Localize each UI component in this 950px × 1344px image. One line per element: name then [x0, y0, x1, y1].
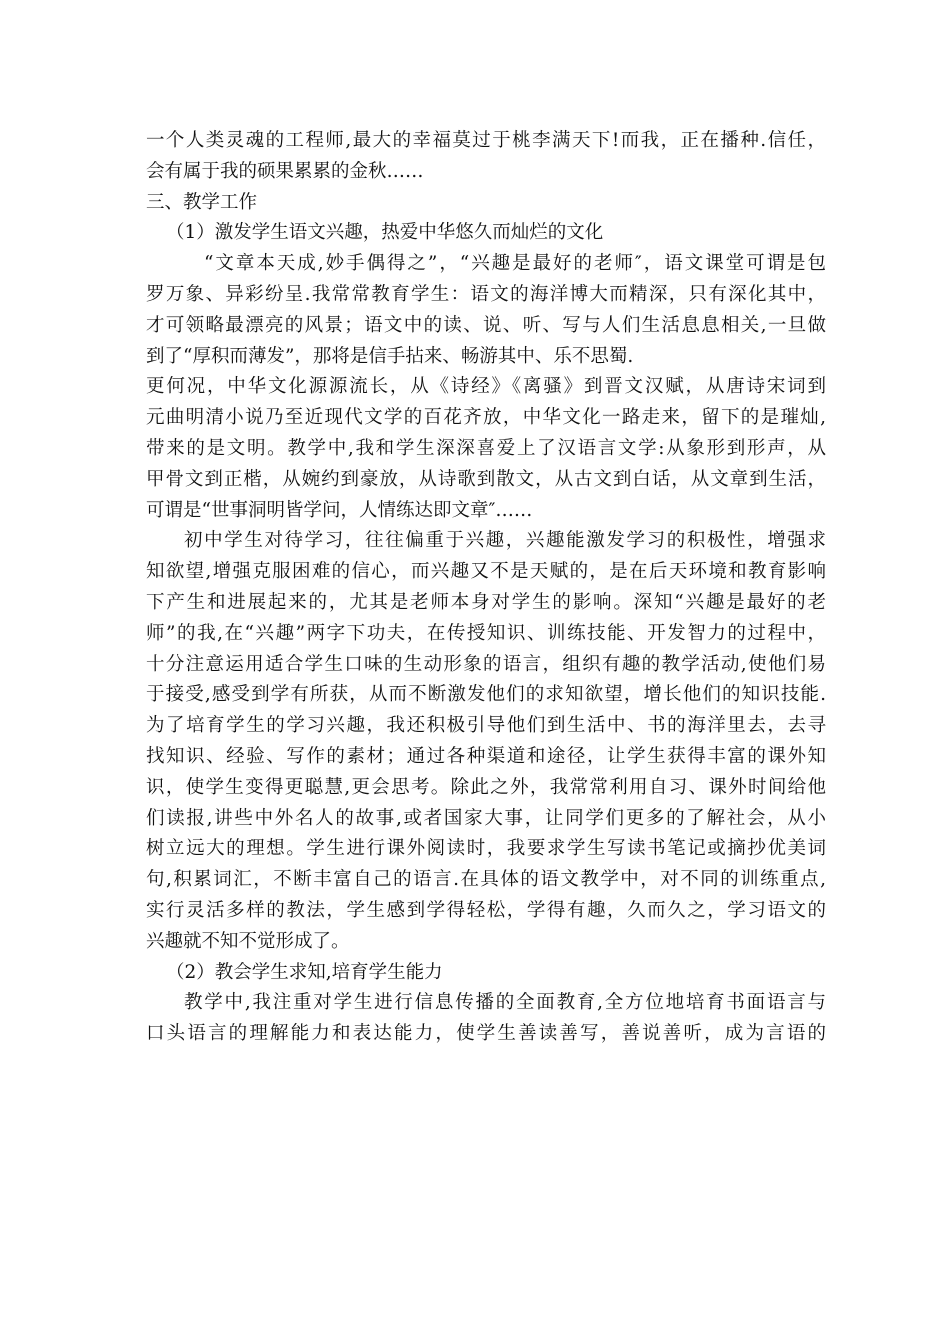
text-line: 兴趣就不知不觉形成了。	[146, 930, 350, 952]
text-line: 甲骨文到正楷，从婉约到豪放，从诗歌到散文，从古文到白话，从文章到生活，	[146, 468, 826, 490]
text-line: 一个人类灵魂的工程师,最大的幸福莫过于桃李满天下!而我，正在播种.信任，	[146, 130, 826, 151]
text-line: 可谓是“世事洞明皆学问，人情练达即文章″……	[146, 499, 533, 521]
text-line: 口头语言的理解能力和表达能力，使学生善读善写，善说善听，成为言语的	[146, 1023, 826, 1045]
text-line: 才可领略最漂亮的风景；语文中的读、说、听、写与人们生活息息相关,一旦做	[146, 314, 826, 336]
text-line: 找知识、经验、写作的素材；通过各种渠道和途径，让学生获得丰富的课外知	[146, 745, 826, 767]
text-line: （2）教会学生求知,培育学生能力	[166, 961, 443, 983]
text-line: 教学中,我注重对学生进行信息传播的全面教育,全方位地培育书面语言与	[184, 992, 826, 1014]
text-line: 元曲明清小说乃至近现代文学的百花齐放，中华文化一路走来，留下的是璀灿,	[146, 407, 826, 429]
document-body	[146, 126, 826, 1050]
text-line: 带来的是文明。教学中,我和学生深深喜爱上了汉语言文学:从象形到形声，从	[146, 437, 826, 459]
text-line: 会有属于我的硕果累累的金秋……	[146, 160, 424, 182]
text-line: 树立远大的理想。学生进行课外阅读时，我要求学生写读书笔记或摘抄优美词	[146, 838, 826, 860]
text-line: 实行灵活多样的教法，学生感到学得轻松，学得有趣，久而久之，学习语文的	[146, 899, 826, 921]
text-line: 到了“厚积而薄发”，那将是信手拈来、畅游其中、乐不思蜀.	[146, 345, 634, 367]
text-line: 十分注意运用适合学生口味的生动形象的语言，组织有趣的教学活动,使他们易	[146, 653, 826, 675]
text-line: 句,积累词汇，不断丰富自己的语言.在具体的语文教学中，对不同的训练重点,	[146, 869, 826, 891]
text-line: 三、教学工作	[146, 191, 258, 213]
text-line: 识，使学生变得更聪慧,更会思考。除此之外，我常常利用自习、课外时间给他	[146, 776, 826, 798]
text-line: 为了培育学生的学习兴趣，我还积极引导他们到生活中、书的海洋里去，去寻	[146, 715, 826, 737]
text-line: 于接受,感受到学有所获，从而不断激发他们的求知欲望，增长他们的知识技能.	[146, 684, 826, 706]
text-line: 下产生和进展起来的，尤其是老师本身对学生的影响。深知“兴趣是最好的老	[146, 591, 826, 613]
text-line: “文章本天成,妙手偶得之”，“兴趣是最好的老师″，语文课堂可谓是包	[204, 253, 826, 275]
text-line: （1）激发学生语文兴趣，热爱中华悠久而灿烂的文化	[166, 222, 604, 244]
text-line: 更何况，中华文化源源流长，从《诗经》《离骚》到晋文汉赋，从唐诗宋词到	[146, 376, 826, 398]
text-line: 知欲望,增强克服困难的信心，而兴趣又不是天赋的，是在后天环境和教育影响	[146, 561, 826, 583]
text-line: 罗万象、异彩纷呈.我常常教育学生：语文的海洋博大而精深，只有深化其中，	[146, 283, 826, 305]
text-line: 师”的我,在“兴趣”两字下功夫，在传授知识、训练技能、开发智力的过程中，	[146, 622, 826, 644]
text-line: 初中学生对待学习，往往偏重于兴趣，兴趣能激发学习的积极性，增强求	[184, 530, 826, 552]
text-line: 们读报,讲些中外名人的故事,或者国家大事，让同学们更多的了解社会，从小	[146, 807, 826, 829]
